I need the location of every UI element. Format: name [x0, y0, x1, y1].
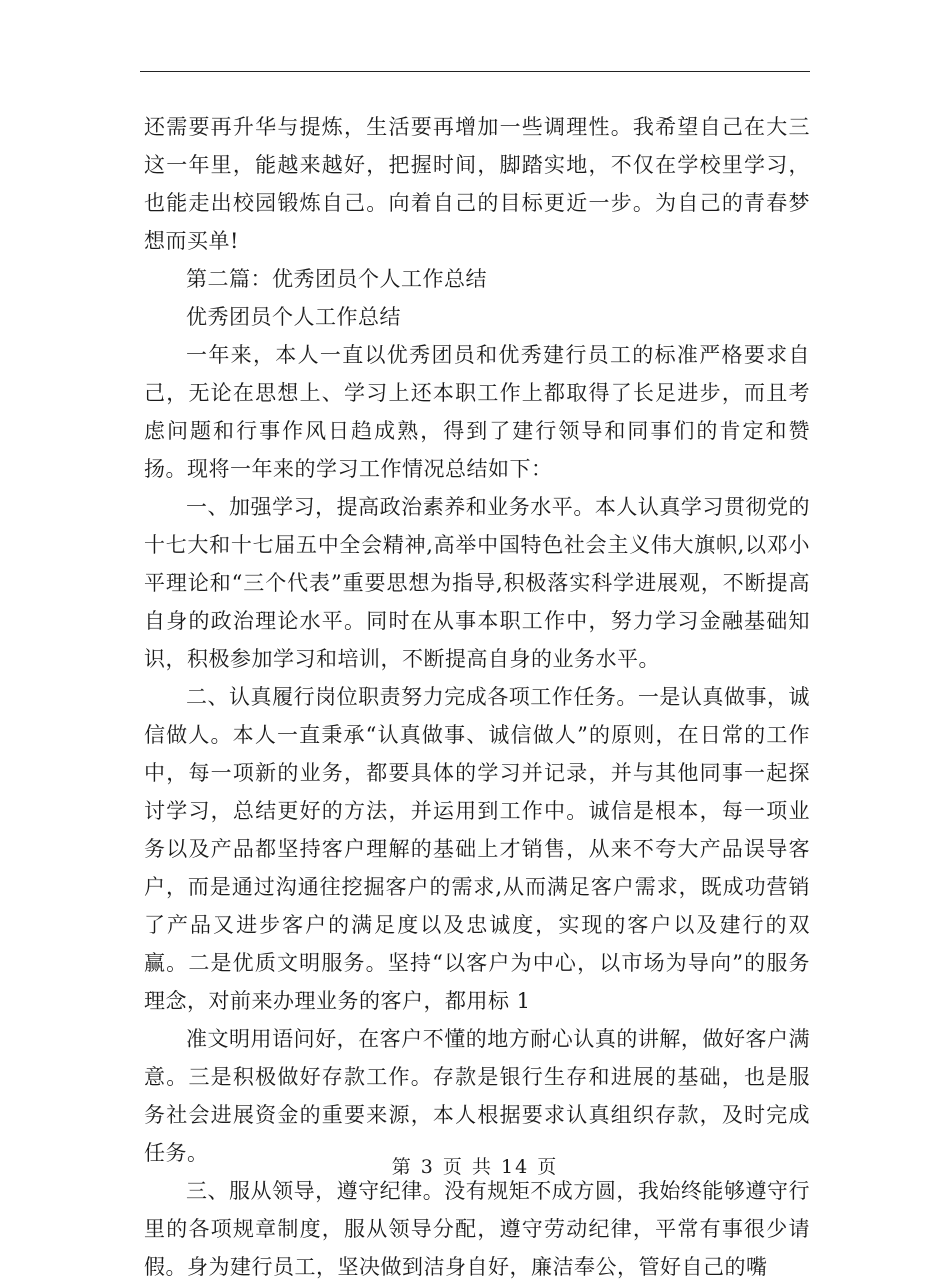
- paragraph-continued: 还需要再升华与提炼，生活要再增加一些调理性。我希望自己在大三这一年里，能越来越好，把握时间，脚踏实地，不仅在学校里学习，也能走出校园锻炼自己。向着自己的目标更近一步。为自己的青春梦想而买单!: [144, 115, 810, 253]
- paragraph-service: 准文明用语问好，在客户不懂的地方耐心认真的讲解，做好客户满意。三是积极做好存款工作。存款是银行生存和进展的基础，也是服务社会进展资金的重要来源，本人根据要求认真组织存款，及时完成任务。: [144, 1027, 810, 1165]
- page-number: 第 3 页 共 14 页: [391, 1156, 559, 1178]
- section-heading: 第二篇：优秀团员个人工作总结: [186, 267, 487, 291]
- paragraph-intro: 一年来，本人一直以优秀团员和优秀建行员工的标准严格要求自己，无论在思想上、学习上还本职工作上都取得了长足进步，而且考虑问题和行事作风日趋成熟，得到了建行领导和同事们的肯定和赞扬。现将一年来的学习工作情况总结如下：: [144, 343, 810, 481]
- paragraph-duties: 二、认真履行岗位职责努力完成各项工作任务。一是认真做事，诚信做人。本人一直秉承“认真做事、诚信做人”的原则，在日常的工作中，每一项新的业务，都要具体的学习并记录，并与其他同事一起探讨学习，总结更好的方法，并运用到工作中。诚信是根本，每一项业务以及产品都坚持客户理解的基础上才销售，从来不夸大产品误导客户，而是通过沟通往挖掘客户的需求,从而满足客户需求，既成功营销了产品又进步客户的满足度以及忠诚度，实现的客户以及建行的双赢。二是优质文明服务。坚持“以客户为中心，以市场为导向”的服务理念，对前来办理业务的客户，都用标 1: [144, 685, 810, 1013]
- paragraph-discipline: 三、服从领导，遵守纪律。没有规矩不成方圆，我始终能够遵守行里的各项规章制度，服从领导分配，遵守劳动纪律，平常有事很少请假。身为建行员工，坚决做到洁身自好，廉洁奉公，管好自己的嘴: [144, 1179, 810, 1279]
- header-rule: [140, 71, 810, 72]
- paragraph-study: 一、加强学习，提高政治素养和业务水平。本人认真学习贯彻党的十七大和十七届五中全会精神,高举中国特色社会主义伟大旗帜,以邓小平理论和“三个代表”重要思想为指导,积极落实科学进展观，不断提高自身的政治理论水平。同时在从事本职工作中，努力学习金融基础知识，积极参加学习和培训，不断提高自身的业务水平。: [144, 495, 810, 671]
- document-title: 优秀团员个人工作总结: [186, 305, 401, 329]
- document-body: [144, 108, 810, 1286]
